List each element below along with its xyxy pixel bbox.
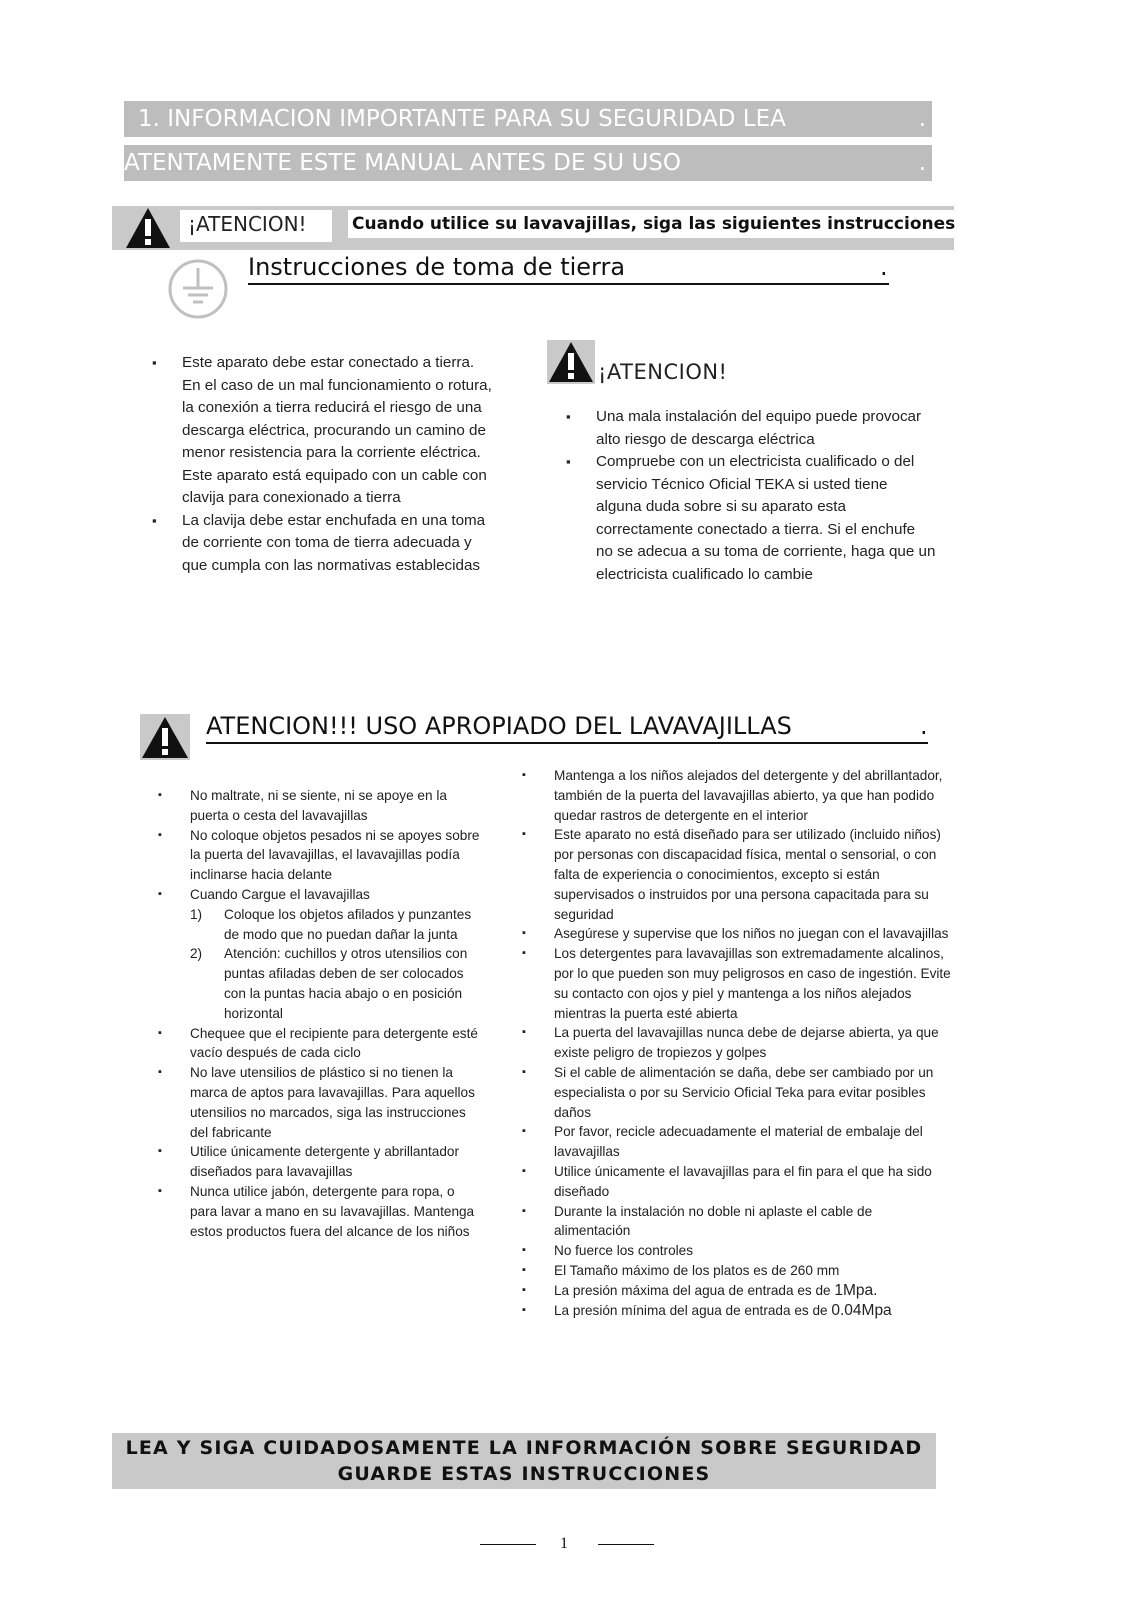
list-item: ▪ Este aparato no está diseñado para ser utilizado (incluido niños) por personas con discapacidad física, mental o sensorial, o con falta de experiencia o conocimientos, excepto si están supervisados o instruidos por una persona capacitada para su seguridad [522,825,952,924]
grounding-right-list [566,406,936,586]
list-item: ▪ Utilice únicamente detergente y abrillantador diseñados para lavavajillas [158,1142,483,1182]
sublist-item [190,944,483,1023]
grounding-attention-label: ¡ATENCION! [598,360,728,384]
header-band-1 [124,101,932,137]
sublist-item [190,905,483,945]
list-item: ▪ No maltrate, ni se siente, ni se apoye en la puerta o cesta del lavavajillas [158,786,483,826]
warning-icon [140,714,190,760]
list-item: ▪ Mantenga a los niños alejados del detergente y del abrillantador, también de la puerta del lavavajillas abierto, ya que han podido quedar rastros de detergente en el interior [522,766,952,825]
proper-use-left-list [158,786,483,1241]
header-dot-2: . [918,150,926,176]
proper-use-right-list [522,766,952,1320]
header-title-line1: 1. INFORMACION IMPORTANTE PARA SU SEGURIDAD LEA [138,106,786,132]
list-item: ▪ Los detergentes para lavavajillas son extremadamente alcalinos, por lo que pueden son muy peligrosos en caso de ingestión. Evite su contacto con ojos y piel y mantenga a los niños alejados mientras la puerta esté abierta [522,944,952,1023]
list-item [522,1301,952,1321]
sublist-text: Coloque los objetos afilados y punzantes de modo que no puedan dañar la junta [224,906,472,942]
list-item: ▪ Chequee que el recipiente para detergente esté vacío después de cada ciclo [158,1024,483,1064]
list-item: ▪ La puerta del lavavajillas nunca debe de dejarse abierta, ya que existe peligro de tropiezos y golpes [522,1023,952,1063]
list-item: ▪ Este aparato debe estar conectado a tierra. En el caso de un mal funcionamiento o rotura, la conexión a tierra reducirá el riesgo de una descarga eléctrica, procurando un camino de menor resistencia para la corriente eléctrica. Este aparato está equipado con un cable con clavija para conexionado a tierra [152,352,492,510]
page-number-rule-left [480,1544,536,1545]
list-item: ▪ Nunca utilice jabón, detergente para ropa, o para lavar a mano en su lavavajillas. Mantenga estos productos fuera del alcance de los niños [158,1182,483,1241]
grounding-title: Instrucciones de toma de tierra [248,253,626,281]
list-item: ▪ Asegúrese y supervise que los niños no juegan con el lavavajillas [522,924,952,944]
sublist-number: 1) [190,906,203,922]
list-item-text: Cuando Cargue el lavavajillas [190,886,370,902]
sublist-number: 2) [190,946,203,962]
list-item: ▪ Compruebe con un electricista cualificado o del servicio Técnico Oficial TEKA si usted tiene alguna duda sobre si su aparato esta correctamente conectado a tierra. Si el enchufe no se adecua a su toma de corriente, haga que un electricista cualificado lo cambie [566,451,936,586]
list-item: ▪ Utilice únicamente el lavavajillas para el fin para el que ha sido diseñado [522,1162,952,1202]
ground-symbol-icon [164,258,232,320]
list-item-text: La presión máxima del agua de entrada es de [554,1282,835,1298]
list-item [158,885,483,1024]
footer-band [112,1433,936,1489]
list-item [522,1281,952,1301]
list-item: ▪ Durante la instalación no doble ni aplaste el cable de alimentación [522,1202,952,1242]
list-item: ▪ La clavija debe estar enchufada en una toma de corriente con toma de tierra adecuada y que cumpla con las normativas establecidas [152,510,492,578]
list-item: ▪ Si el cable de alimentación se daña, debe ser cambiado por un especialista o por su Servicio Oficial Teka para evitar posibles daños [522,1063,952,1122]
list-item: ▪ El Tamaño máximo de los platos es de 260 mm [522,1261,952,1281]
warning-icon [124,206,172,250]
header-dot-1: . [918,106,926,132]
list-item-text: La presión mínima del agua de entrada es de [554,1302,832,1318]
header-band-2 [124,145,932,181]
grounding-left-list [152,352,492,577]
proper-use-title-dot: . [920,712,928,740]
header-title-line2: ATENTAMENTE ESTE MANUAL ANTES DE SU USO [124,150,681,176]
pressure-min-value: 0.04Mpa [831,1301,892,1319]
grounding-title-underline [248,283,889,285]
warning-icon [547,340,595,384]
footer-line-1: LEA Y SIGA CUIDADOSAMENTE LA INFORMACIÓN SOBRE SEGURIDAD [125,1437,923,1459]
pressure-max-value: 1Mpa. [834,1281,878,1299]
proper-use-title-underline [206,742,928,744]
proper-use-title: ATENCION!!! USO APROPIADO DEL LAVAVAJILLAS [206,712,792,740]
page-number-rule-right [598,1544,654,1545]
list-item: ▪ Una mala instalación del equipo puede provocar alto riesgo de descarga eléctrica [566,406,936,451]
attention-text: Cuando utilice su lavavajillas, siga las siguientes instrucciones [348,210,959,238]
loading-sublist [190,905,483,1024]
list-item: ▪ No coloque objetos pesados ni se apoyes sobre la puerta del lavavajillas, el lavavajillas podía inclinarse hacia delante [158,826,483,885]
attention-label: ¡ATENCION! [188,212,307,236]
grounding-title-dot: . [880,253,888,281]
list-item: ▪ No fuerce los controles [522,1241,952,1261]
footer-line-2: GUARDE ESTAS INSTRUCCIONES [337,1463,711,1485]
page-number: 1 [560,1535,568,1552]
list-item: ▪ No lave utensilios de plástico si no tienen la marca de aptos para lavavajillas. Para aquellos utensilios no marcados, siga las instrucciones del fabricante [158,1063,483,1142]
list-item: ▪ Por favor, recicle adecuadamente el material de embalaje del lavavajillas [522,1122,952,1162]
sublist-text: Atención: cuchillos y otros utensilios con puntas afiladas deben de ser colocados con la puntas hacia abajo o en posición horizontal [224,946,468,1021]
